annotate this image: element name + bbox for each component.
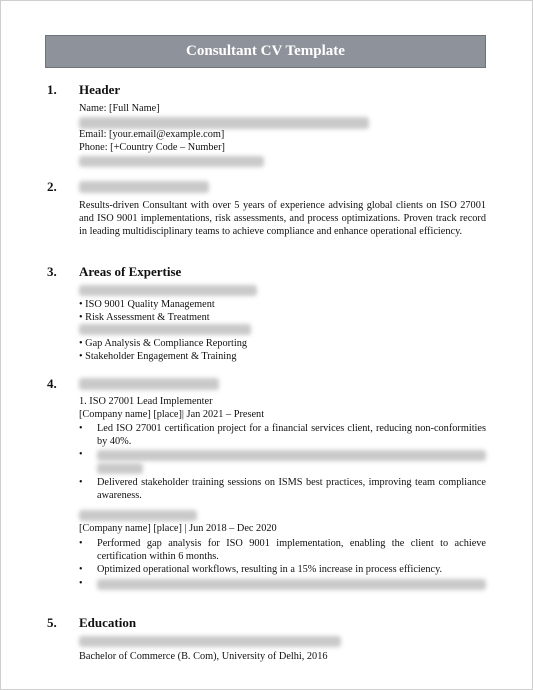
section-3-number: 3.: [47, 264, 57, 279]
bullet-marker: •: [79, 538, 83, 549]
redacted-section-title: [79, 378, 219, 390]
title-banner: [45, 35, 486, 68]
expertise-item: • Gap Analysis & Compliance Reporting: [79, 338, 248, 349]
redacted-line: [79, 156, 264, 167]
job-1-title: 1. ISO 27001 Lead Implementer: [79, 396, 213, 407]
redacted-line: [79, 636, 341, 647]
expertise-item: • ISO 9001 Quality Management: [79, 299, 215, 310]
section-5-title: Education: [79, 615, 137, 630]
header-name: Name: [Full Name]: [79, 103, 160, 114]
document-title: Consultant CV Template: [186, 43, 345, 59]
redacted-line: [79, 285, 257, 296]
job-2-bullet: Optimized operational workflows, resulting in a 15% increase in process efficiency.: [97, 564, 443, 575]
redacted-line: [79, 510, 197, 521]
header-phone: Phone: [+Country Code – Number]: [79, 142, 225, 153]
section-5-number: 5.: [47, 615, 57, 630]
job-2-company: [Company name] [place] | Jun 2018 – Dec 2020: [79, 523, 277, 534]
section-3-title: Areas of Expertise: [79, 264, 182, 279]
section-4-number: 4.: [47, 376, 57, 391]
redacted-line: [79, 324, 251, 335]
bullet-marker: •: [79, 423, 83, 434]
section-2-number: 2.: [47, 179, 57, 194]
section-1-number: 1.: [47, 82, 57, 97]
education-degree: Bachelor of Commerce (B. Com), University of Delhi, 2016: [79, 651, 328, 662]
redacted-section-title: [79, 181, 209, 193]
bullet-marker: •: [79, 449, 83, 460]
job-1-company: [Company name] [place]| Jan 2021 – Present: [79, 409, 265, 420]
job-2-bullet: Performed gap analysis for ISO 9001 implementation, enabling the client to achieve certification within 6 months.: [97, 538, 486, 562]
professional-summary: Results-driven Consultant with over 5 years of experience advising global clients on ISO 27001 and ISO 9001 implementations, risk assessments, and process optimizations. Proven track record in leading multidisciplinary teams to achieve compliance and enhance operational efficiency.: [79, 200, 486, 237]
header-email: Email: [your.email@example.com]: [79, 129, 225, 140]
redacted-line: [97, 450, 486, 461]
expertise-item: • Stakeholder Engagement & Training: [79, 351, 237, 362]
redacted-line: [97, 463, 143, 474]
bullet-marker: •: [79, 578, 83, 589]
bullet-marker: •: [79, 564, 83, 575]
job-1-bullet: Led ISO 27001 certification project for a financial services client, reducing non-conformities by 40%.: [97, 423, 486, 447]
section-1-title: Header: [79, 82, 121, 97]
job-1-bullet: Delivered stakeholder training sessions on ISMS best practices, improving team compliance awareness.: [97, 477, 486, 501]
bullet-marker: •: [79, 477, 83, 488]
redacted-line: [97, 579, 486, 590]
expertise-item: • Risk Assessment & Treatment: [79, 312, 210, 323]
